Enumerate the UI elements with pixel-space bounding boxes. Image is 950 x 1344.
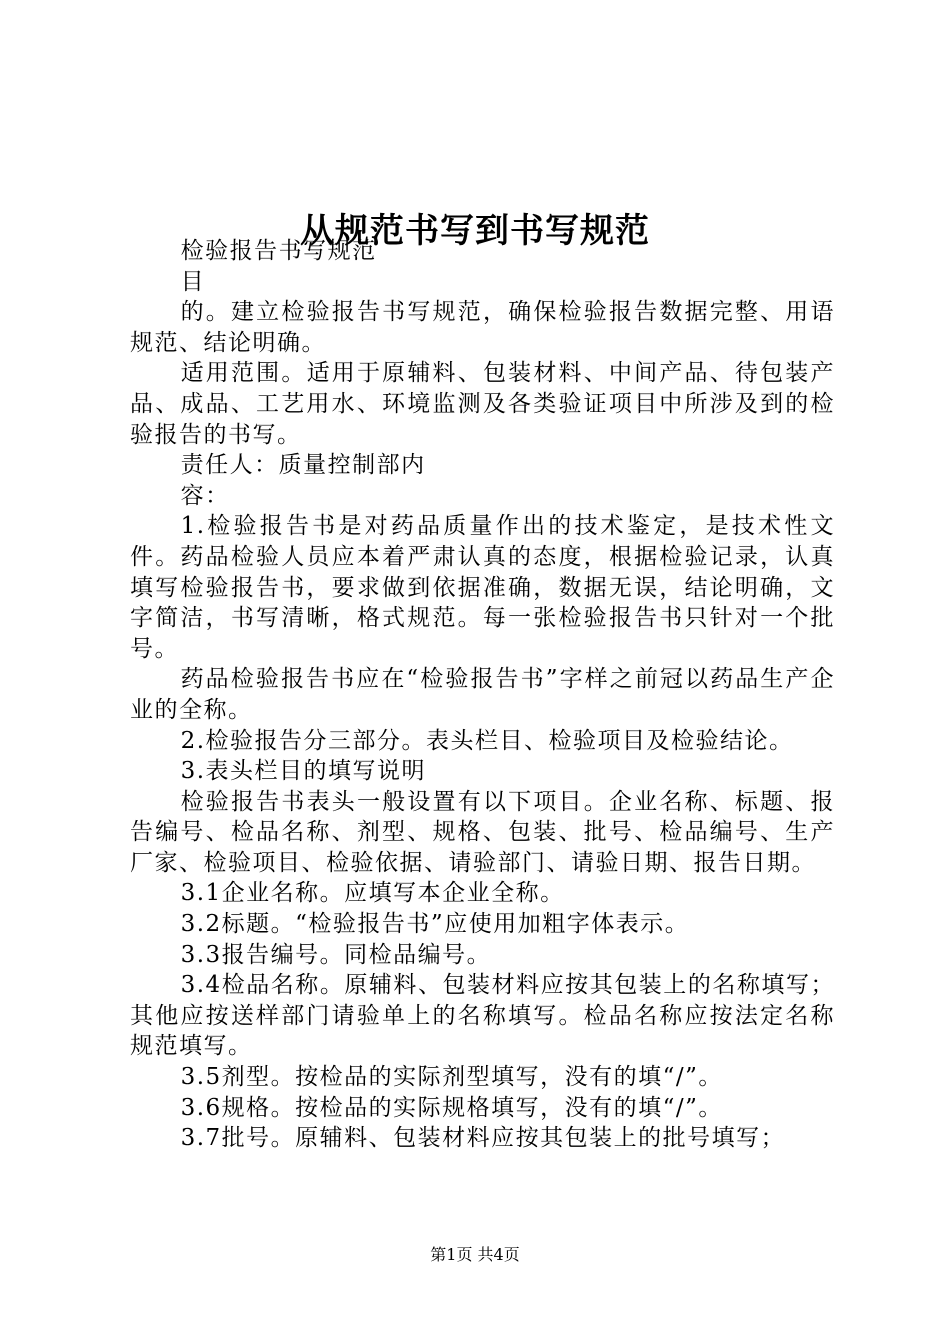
document-body xyxy=(130,236,835,1154)
document-title: 从规范书写到书写规范 xyxy=(300,210,650,251)
paragraph: 的。建立检验报告书写规范，确保检验报告数据完整、用语规范、结论明确。 xyxy=(130,299,835,356)
page-footer: 第1页 共4页 xyxy=(430,1245,520,1264)
paragraph: 3.1企业名称。应填写本企业全称。 xyxy=(180,880,565,907)
paragraph: 检验报告书写规范 xyxy=(180,238,377,264)
paragraph: 3.5剂型。按检品的实际剂型填写，没有的填“/”。 xyxy=(180,1064,723,1091)
paragraph: 3.表头栏目的填写说明 xyxy=(180,758,427,785)
paragraph: 3.3报告编号。同检品编号。 xyxy=(180,941,492,968)
paragraph: 3.6规格。按检品的实际规格填写，没有的填“/”。 xyxy=(180,1094,723,1121)
paragraph: 目 xyxy=(180,268,206,295)
paragraph: 责任人：质量控制部内 xyxy=(180,452,426,479)
paragraph: 药品检验报告书应在“检验报告书”字样之前冠以药品生产企业的全称。 xyxy=(130,666,835,723)
paragraph: 1.检验报告书是对药品质量作出的技术鉴定，是技术性文件。药品检验人员应本着严肃认真的态度，根据检验记录，认真填写检验报告书，要求做到依据准确，数据无误，结论明确，文字简洁，书写清晰，格式规范。每一张检验报告书只针对一个批号。 xyxy=(130,513,835,662)
paragraph: 3.7批号。原辅料、包装材料应按其包装上的批号填写； xyxy=(180,1125,786,1152)
paragraph: 3.2标题。“检验报告书”应使用加粗字体表示。 xyxy=(180,911,690,938)
paragraph: 适用范围。适用于原辅料、包装材料、中间产品、待包装产品、成品、工艺用水、环境监测及各类验证项目中所涉及到的检验报告的书写。 xyxy=(130,360,835,448)
paragraph: 容： xyxy=(180,482,230,509)
paragraph: 检验报告书表头一般设置有以下项目。企业名称、标题、报告编号、检品名称、剂型、规格、包装、批号、检品编号、生产厂家、检验项目、检验依据、请验部门、请验日期、报告日期。 xyxy=(130,788,835,876)
paragraph: 3.4检品名称。原辅料、包装材料应按其包装上的名称填写；其他应按送样部门请验单上的名称填写。检品名称应按法定名称规范填写。 xyxy=(130,972,835,1060)
paragraph: 2.检验报告分三部分。表头栏目、检验项目及检验结论。 xyxy=(180,727,794,754)
